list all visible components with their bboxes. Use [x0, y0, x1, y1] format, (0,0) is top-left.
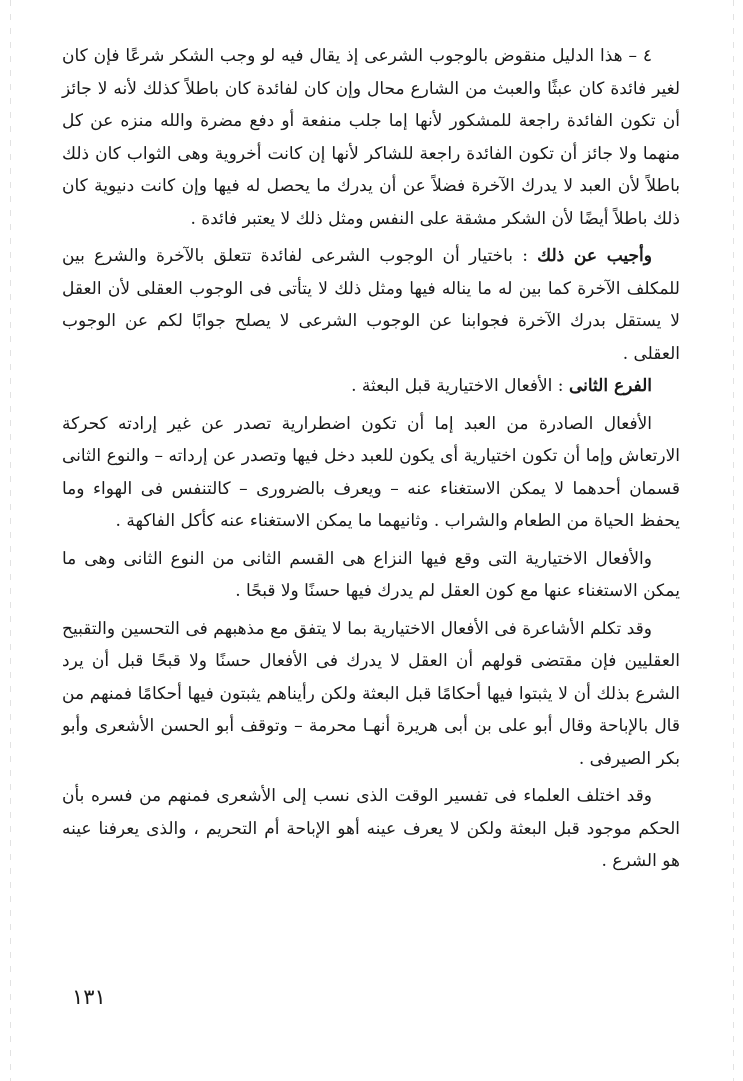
page-number: ١٣١ — [72, 985, 106, 1009]
paragraph-6: وقد تكلم الأشاعرة فى الأفعال الاختيارية بما لا يتفق مع مذهبهم فى التحسين والتقبيح العقليين فإن مقتضى قولهم أن العقل لا يدرك فى الأفعال حسنًا ولا قبحًا قبل أن يرد الشرع بذلك أن لا يثبتوا فيها أحكامًا قبل البعثة ولكن رأيناهم يثبتون فيها أحكامًا فمنهم من قال بالإباحة وقال أبو على بن أبى هريرة أنهـا محرمة – وتوقف أبو الحسن الأشعرى وأبو بكر الصيرفى . — [62, 618, 681, 769]
scan-edge-line — [733, 0, 734, 1081]
paragraph-4: الأفعال الصادرة من العبد إما أن تكون اضطرارية تصدر عن غير إرادته كحركة الارتعاش وإما أن تكون اختيارية أى يكون للعبد دخل فيها وتصدر عن إرداته – والنوع الثانى قسمان أحدهما لا يمكن الاستغناء عنه – ويعرف بالضرورى – كالتنفس فى الهواء وما يحفظ الحياة من الطعام والشراب . وثانيهما ما يمكن الاستغناء عنه كأكل الفاكهة . — [62, 413, 681, 531]
paragraph-1: ٤ – هذا الدليل منقوض بالوجوب الشرعى إذ يقال فيه لو وجب الشكر شرعًا فإن كان لغير فائدة كان عبثًا والعبث من الشارع محال وإن كان لفائدة كان باطلاً كذلك لأنه لا جائز أن تكون الفائدة راجعة للمشكور لأنها إما جلب منفعة أو دفع مضرة والله منزه عن كل منهما ولا جائز أن تكون الفائدة راجعة للشاكر لأنها إن كانت أخروية وهى الثواب كان ذلك باطلاً لأن العبد لا يدرك الآخرة فضلاً عن أن يدرك ما يحصل له فيها وإن كانت دنيوية كان ذلك باطلاً أيضًا لأن الشكر مشقة على النفس ومثل ذلك لا يعتبر فائدة . — [62, 46, 681, 229]
paragraph-5: والأفعال الاختيارية التى وقع فيها النزاع هى القسم الثانى من النوع الثانى وهى ما يمكن الاستغناء عنها مع كون العقل لم يدرك فيها حسنًا ولا قبحًا . — [62, 548, 680, 601]
scan-edge-line — [10, 0, 11, 1081]
paragraph-2: وأجيب عن ذلك : باختيار أن الوجوب الشرعى لفائدة تتعلق بالآخرة والشرع بين للمكلف الآخرة كما بين له ما يناله فيها ومثل ذلك لا يتأتى فى الوجوب العقلى لأن العقل لا يستقل بدرك الآخرة فجوابنا عن الوجوب الشرعى لا يصلح جوابًا لكم عن الوجوب العقلى . — [62, 246, 681, 364]
paragraph-7: وقد اختلف العلماء فى تفسير الوقت الذى نسب إلى الأشعرى فمنهم من فسره بأن الحكم موجود قبل البعثة ولكن لا يعرف عينه أهو الإباحة أم التحريم ، والذى يعرفنا عينه هو الشرع . — [62, 786, 681, 871]
section-heading: الفرع الثانى : الأفعال الاختيارية قبل البعثة . — [351, 376, 652, 396]
section-heading-label: الفرع الثانى — [568, 376, 652, 396]
paragraph-lead: وأجيب عن ذلك — [537, 246, 652, 266]
body-text — [62, 40, 680, 878]
